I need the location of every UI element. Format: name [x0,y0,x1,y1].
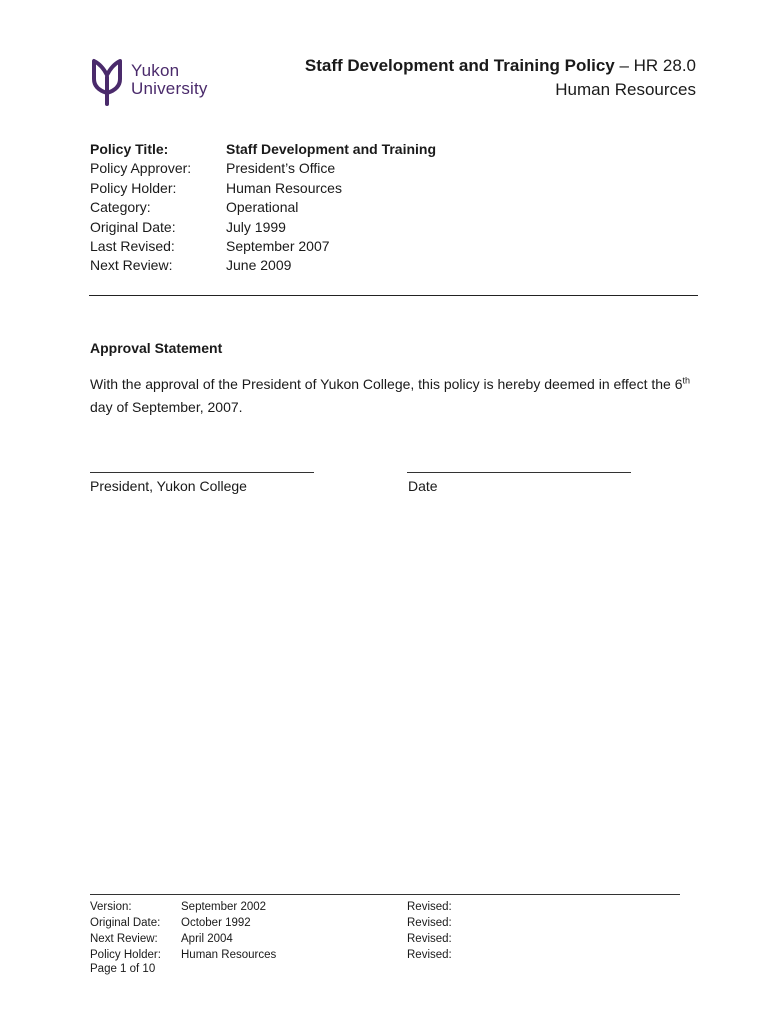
approval-text: With the approval of the President of Yukon College, this policy is hereby deemed in effect the 6 [90,376,683,392]
policy-info-value: Human Resources [226,179,342,196]
policy-info-row [90,218,436,237]
policy-info-table [90,140,436,276]
footer-revised-row [407,947,452,963]
policy-info-value: September 2007 [226,237,330,254]
president-signature-line [90,472,314,473]
approval-paragraph [90,373,702,419]
footer-label: Next Review: [90,933,158,945]
document-subtitle: Human Resources [555,80,696,99]
document-title-code: – HR 28.0 [614,56,696,75]
footer-divider [90,894,680,895]
footer-revised-row [407,931,452,947]
logo-name-line2: University [131,79,208,98]
policy-info-row [90,198,436,217]
logo-name-line1: Yukon [131,61,180,80]
policy-info-row [90,237,436,256]
policy-info-value: Staff Development and Training [226,141,437,157]
footer-label: Policy Holder: [90,949,161,961]
footer-revised-row [407,915,452,931]
policy-info-row [90,159,436,178]
policy-info-row [90,140,436,159]
approval-text-end: day of September, 2007. [90,399,243,415]
footer-value: Human Resources [181,949,277,961]
footer-row [90,899,276,915]
footer-revised-row [407,899,452,915]
logo-wordmark [131,62,208,98]
policy-info-label: Original Date: [90,218,176,235]
footer-revised-label: Revised: [407,933,452,945]
policy-info-label: Category: [90,199,151,216]
page-number: Page 1 of 10 [90,963,156,975]
yukon-university-logo-icon [90,57,124,107]
policy-info-label: Policy Holder: [90,179,177,196]
policy-info-value: Operational [226,199,299,216]
footer-value: April 2004 [181,933,233,945]
approval-heading: Approval Statement [90,340,223,356]
policy-info-row [90,179,436,198]
document-title-main: Staff Development and Training Policy [304,56,615,75]
date-signature-line [407,472,631,473]
footer-revised-label: Revised: [407,917,452,929]
footer-label: Original Date: [90,917,161,929]
policy-info-value: June 2009 [226,257,292,274]
footer-revisions [407,899,452,963]
approval-superscript: th [682,375,691,386]
footer-row [90,915,276,931]
policy-info-label: Policy Title: [90,141,169,157]
header-divider [89,295,698,296]
policy-info-value: President’s Office [226,160,336,177]
policy-info-label: Last Revised: [90,237,175,254]
footer-label: Version: [90,901,132,913]
policy-info-value: July 1999 [226,218,286,235]
date-signature-label: Date [408,478,438,494]
president-signature-label: President, Yukon College [90,478,247,494]
document-title [305,56,696,76]
policy-info-label: Next Review: [90,257,173,274]
footer-revised-label: Revised: [407,901,452,913]
footer-row [90,931,276,947]
footer-value: October 1992 [181,917,251,929]
policy-info-row [90,256,436,275]
policy-info-label: Policy Approver: [90,160,192,177]
footer-value: September 2002 [181,901,267,913]
footer-version-info [90,899,276,963]
footer-revised-label: Revised: [407,949,452,961]
footer-row [90,947,276,963]
